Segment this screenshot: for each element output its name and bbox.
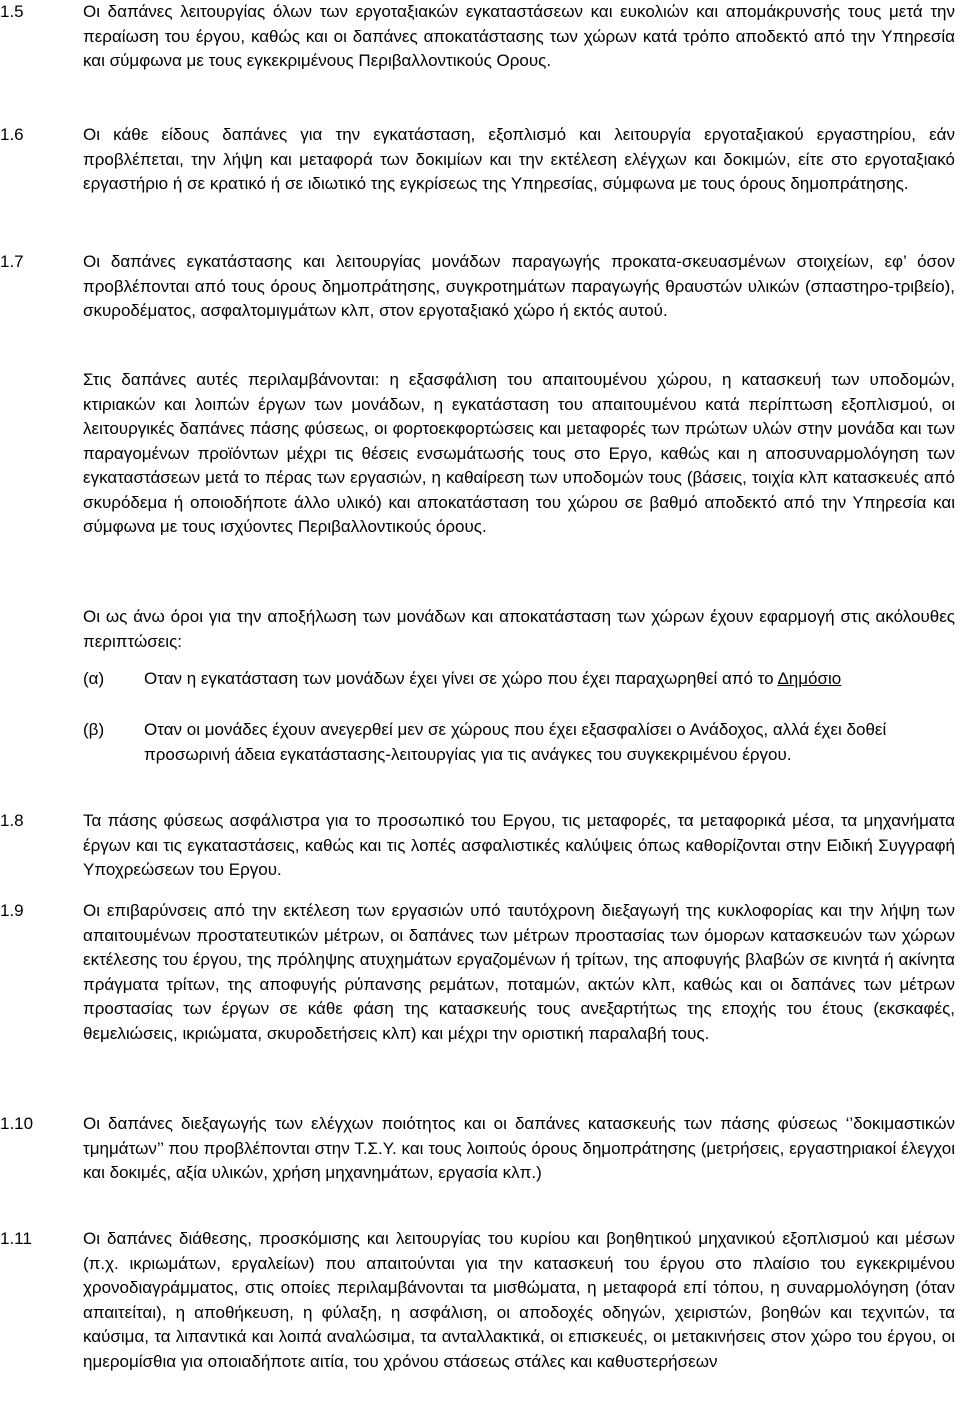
section-text: Οι δαπάνες λειτουργίας όλων των εργοταξιακών εγκαταστάσεων και ευκολιών και απομάκρυνσής τους μετά την περαίωση του έργου, καθώς και οι δαπάνες αποκατάστασης των χώρων κατά τρόπο αποδεκτό από την Υπηρεσία και σύμφωνα με τους εγκεκριμένους Περιβαλλοντικούς Ορους. — [83, 2, 955, 70]
section-1-7 — [0, 250, 960, 324]
section-1-9 — [0, 899, 960, 1046]
section-1-7-paragraph-costs: Στις δαπάνες αυτές περιλαμβάνονται: η εξασφάλιση του απαιτουμένου χώρου, η κατασκευή των υποδομών, κτιριακών και λοιπών έργων των μονάδων, η εγκατάσταση του απαιτουμένου κατά περίπτωση εξοπλισμού, οι λειτουργικές δαπάνες πάσης φύσεως, οι φορτοεκφορτώσεις και μεταφορές των πρώτων υλών στην μονάδα και των παραγομένων προϊόντων μέχρι τις θέσεις ενσωμάτωσής τους στο Εργο, καθώς και η αποσυναρμολόγηση των εγκαταστάσεων μετά το πέρας των εργασιών, η καθαίρεση των υποδομών τους (βάσεις, τοιχία κλπ κατασκευές από σκυρόδεμα ή οποιοδήποτε άλλο υλικό) και αποκατάσταση του χώρου σε βαθμό αποδεκτό από την Υπηρεσία και σύμφωνα με τους ισχύοντες Περιβαλλοντικούς όρους. — [83, 370, 955, 536]
section-1-7-paragraph-conditions: Οι ως άνω όροι για την αποξήλωση των μονάδων και αποκατάσταση των χώρων έχουν εφαρμογή στις ακόλουθες περιπτώσεις: — [83, 607, 955, 651]
section-text: Οι επιβαρύνσεις από την εκτέλεση των εργασιών υπό ταυτόχρονη διεξαγωγή της κυκλοφορίας και την λήψη των απαιτουμένων προστατευτικών μέτρων, οι δαπάνες των μέτρων προστασίας των όμορων κατασκευών των χώρων εκτέλεσης του έργου, της πρόληψης ατυχημάτων εργαζομένων ή τρίτων, της αποφυγής βλαβών σε κινητά ή ακίνητα πράγματα τρίτων, της αποφυγής ρύπανσης ρεμάτων, ποταμών, ακτών κλπ, καθώς και οι δαπάνες των μέτρων προστασίας των έργων σε κάθε φάση της κατασκευής τους ανεξαρτήτως της εποχής του έτους (εκσκαφές, θεμελιώσεις, ικριώματα, σκυροδετήσεις κλπ) και μέχρι την οριστική παραλαβή τους. — [83, 901, 955, 1043]
section-text: Τα πάσης φύσεως ασφάλιστρα για το προσωπικό του Εργου, τις μεταφορές, τα μεταφορικά μέσα, τα μηχανήματα έργων και τις εγκαταστάσεις, καθώς και τις λοπές ασφαλιστικές καλύψεις όπως καθορίζονται στην Ειδική Συγγραφή Υποχρεώσεων του Εργου. — [83, 811, 955, 879]
section-number: 1.8 — [0, 811, 24, 830]
section-number: 1.6 — [0, 125, 24, 144]
section-1-5 — [0, 0, 960, 74]
section-number: 1.11 — [0, 1229, 32, 1248]
subitem-a — [83, 667, 955, 692]
subitem-b — [83, 718, 955, 767]
section-1-8 — [0, 809, 960, 883]
section-1-11 — [0, 1227, 960, 1374]
section-text: Οι κάθε είδους δαπάνες για την εγκατάσταση, εξοπλισμό και λειτουργία εργοταξιακού εργαστηρίου, εάν προβλέπεται, την λήψη και μεταφορά των δοκιμίων και την εκτέλεση ελέγχων και δοκιμών, είτε στο εργοταξιακό εργαστήριο ή σε κρατικό ή σε ιδιωτικό της εγκρίσεως της Υπηρεσίας, σύμφωνα με τους όρους δημοπράτησης. — [83, 125, 955, 193]
section-1-6 — [0, 123, 960, 197]
subitem-text-underlined: Δημόσιο — [777, 669, 842, 688]
section-text: Οι δαπάνες εγκατάστασης και λειτουργίας μονάδων παραγωγής προκατα-σκευασμένων στοιχείων, εφ’ όσον προβλέπονται από τους όρους δημοπράτησης, συγκροτημάτων παραγωγής θραυστών υλικών (σπαστηρο-τριβείο), σκυροδέματος, ασφαλτομιγμάτων κλπ, στον εργοταξιακό χώρο ή εκτός αυτού. — [83, 252, 955, 320]
section-number: 1.5 — [0, 2, 24, 21]
section-number: 1.10 — [0, 1114, 34, 1133]
subitem-text: Οταν οι μονάδες έχουν ανεγερθεί μεν σε χώρους που έχει εξασφαλίσει ο Ανάδοχος, αλλά έχει δοθεί προσωρινή άδεια εγκατάστασης-λειτουργίας για τις ανάγκες του συγκεκριμένου έργου. — [144, 720, 887, 764]
subitem-label: (α) — [83, 669, 105, 688]
subitem-text — [144, 667, 955, 692]
section-number: 1.9 — [0, 901, 24, 920]
section-number: 1.7 — [0, 252, 24, 271]
subitem-label: (β) — [83, 720, 105, 739]
section-1-10 — [0, 1112, 960, 1186]
section-text: Οι δαπάνες διεξαγωγής των ελέγχων ποιότητος και οι δαπάνες κατασκευής των πάσης φύσεως ‘’δοκιμαστικών τμημάτων’’ που προβλέπονται στην Τ.Σ.Υ. και τους λοιπούς όρους δημοπράτησης (μετρήσεις, εργαστηριακοί έλεγχοι και δοκιμές, αξία υλικών, χρήση μηχανημάτων, εργασία κλπ.) — [83, 1114, 955, 1182]
subitem-text-main: Οταν η εγκατάσταση των μονάδων έχει γίνει σε χώρο που έχει παραχωρηθεί από το — [144, 669, 778, 688]
section-text: Οι δαπάνες διάθεσης, προσκόμισης και λειτουργίας του κυρίου και βοηθητικού μηχανικού εξοπλισμού και μέσων (π.χ. ικριωμάτων, εργαλείων) που απαιτούνται για την κατασκευή του έργου στο πλαίσιο του εγκεκριμένου χρονοδιαγράμματος, στις οποίες περιλαμβάνονται τα μισθώματα, η μεταφορά επί τόπου, η συναρμολόγηση (όταν απαιτείται), η αποθήκευση, η φύλαξη, η ασφάλιση, οι αποδοχές οδηγών, χειριστών, βοηθών και τεχνιτών, τα καύσιμα, τα λιπαντικά και λοιπά αναλώσιμα, τα ανταλλακτικά, οι επισκευές, οι μετακινήσεις στον χώρο του έργου, οι ημερομίσθια για οποιαδήποτε αιτία, του χρόνου στάσεως στάλες και καθυστερήσεων — [83, 1229, 955, 1371]
